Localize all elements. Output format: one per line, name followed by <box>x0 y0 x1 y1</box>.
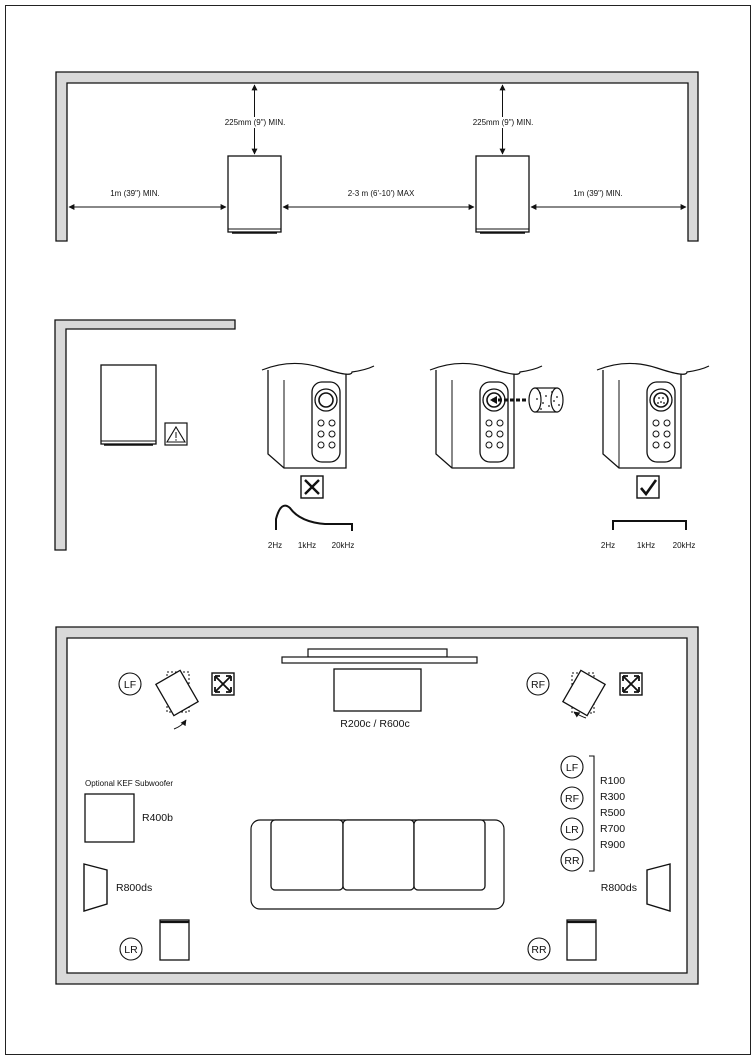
legend-badge-rf <box>561 787 583 809</box>
svg-text:RF: RF <box>531 679 545 691</box>
rear-left-speaker <box>160 920 189 960</box>
foam-bung <box>529 388 563 412</box>
bad-tick-20khz: 20kHz <box>331 541 355 550</box>
legend-model-r900: R900 <box>600 839 626 851</box>
svg-text:LF: LF <box>123 679 137 691</box>
right-wall-distance-label: 1m (39") MIN. <box>573 189 623 198</box>
left-wall-distance-label: 1m (39") MIN. <box>110 189 160 198</box>
left-surround-speaker <box>84 864 107 911</box>
rear-left-badge <box>120 938 142 960</box>
stereo-placement-diagram <box>56 72 698 241</box>
front-left-speaker <box>156 670 198 729</box>
left-surround-model: R800ds <box>116 882 153 894</box>
sofa <box>251 820 504 909</box>
right-surround-speaker <box>647 864 670 911</box>
svg-text:RF: RF <box>565 793 579 805</box>
front-left-badge <box>119 673 141 695</box>
bad-tick-1khz: 1kHz <box>297 541 317 550</box>
rear-right-badge <box>528 938 550 960</box>
center-speaker-label: R200c / R600c <box>340 718 410 730</box>
center-speaker <box>334 669 421 711</box>
subwoofer-caption: Optional KEF Subwoofer <box>85 779 174 788</box>
legend-model-r500: R500 <box>600 807 626 819</box>
television <box>282 649 477 663</box>
speaker-rear-open-port <box>262 363 374 468</box>
rear-right-speaker <box>567 920 596 960</box>
legend-bracket <box>589 756 594 871</box>
left-speaker <box>228 156 281 233</box>
speaker-legend <box>561 756 625 871</box>
subwoofer <box>85 794 134 842</box>
corner-speaker <box>101 365 156 445</box>
check-box-icon <box>637 476 659 498</box>
rear-distance-label-left: 225mm (9") MIN. <box>224 118 286 127</box>
home-theatre-diagram <box>56 627 698 984</box>
warning-triangle-icon <box>165 423 187 445</box>
front-right-speaker <box>563 670 605 718</box>
port-bung-diagram <box>55 320 709 550</box>
legend-badge-lr <box>561 818 583 840</box>
legend-badge-rr <box>561 849 583 871</box>
svg-text:LR: LR <box>124 944 138 956</box>
speaker-rear-bung-fitted <box>597 363 709 468</box>
bad-tick-2hz: 2Hz <box>267 541 283 550</box>
legend-model-r700: R700 <box>600 823 626 835</box>
svg-text:RR: RR <box>531 944 547 956</box>
svg-text:RR: RR <box>564 855 580 867</box>
good-tick-20khz: 20kHz <box>672 541 696 550</box>
legend-model-r100: R100 <box>600 775 626 787</box>
good-tick-1khz: 1kHz <box>636 541 656 550</box>
svg-text:LF: LF <box>565 762 579 774</box>
good-tick-2hz: 2Hz <box>600 541 616 550</box>
legend-badge-lf <box>561 756 583 778</box>
right-surround-model: R800ds <box>600 882 637 894</box>
subwoofer-model: R400b <box>142 812 173 824</box>
cross-box-icon <box>301 476 323 498</box>
speaker-rear-bung-insert <box>430 363 542 468</box>
good-response-curve <box>601 521 695 550</box>
svg-text:LR: LR <box>565 824 579 836</box>
bad-response-curve <box>268 506 354 550</box>
toe-in-icon-right <box>620 673 642 695</box>
front-right-badge <box>527 673 549 695</box>
speaker-spacing-label: 2-3 m (6'-10') MAX <box>347 189 415 198</box>
right-speaker <box>476 156 529 233</box>
room-wall <box>56 72 698 241</box>
rear-distance-label-right: 225mm (9") MIN. <box>472 118 534 127</box>
toe-in-icon-left <box>212 673 234 695</box>
legend-model-r300: R300 <box>600 791 626 803</box>
